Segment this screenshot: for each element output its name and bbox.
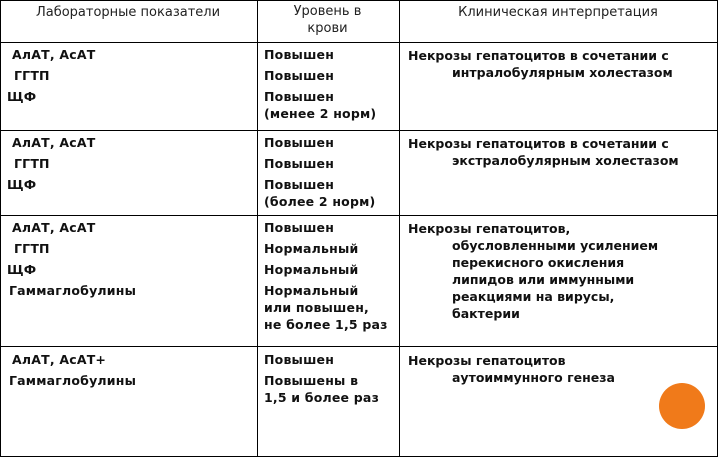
indicator: АлАТ, АсАТ+	[12, 352, 107, 367]
indicator: АлАТ, АсАТ	[12, 47, 96, 62]
header-interpretation: Клиническая интерпретация	[458, 5, 658, 20]
level: Повышен	[264, 135, 335, 150]
column-divider	[257, 1, 258, 456]
header-blood-level-line2: крови	[307, 21, 348, 36]
interpretation-line: аутоиммунного генеза	[452, 370, 615, 385]
row4-interpretation	[408, 352, 615, 386]
interpretation-line: бактерии	[452, 306, 520, 321]
row3-interpretation	[408, 220, 658, 322]
header-blood-level-line1: Уровень в	[293, 4, 362, 19]
level: Повышен	[264, 68, 335, 83]
interpretation-line: Некрозы гепатоцитов в сочетании с	[408, 48, 669, 63]
interpretation-line: перекисного окисления	[452, 255, 625, 270]
level: Нормальный	[264, 241, 359, 256]
interpretation-line: интралобулярным холестазом	[452, 65, 673, 80]
row3-levels	[264, 217, 388, 333]
row-divider	[1, 42, 717, 43]
indicator: АлАТ, АсАТ	[12, 135, 96, 150]
row2-interpretation	[408, 135, 679, 169]
row2-levels	[264, 132, 375, 210]
row2-indicators	[7, 132, 96, 195]
row4-levels	[264, 349, 379, 406]
row1-levels	[264, 44, 376, 122]
orange-circle-decoration	[659, 383, 705, 429]
row-divider	[1, 130, 717, 131]
level: Повышен	[264, 352, 335, 367]
level: Повышен	[264, 156, 335, 171]
level: Повышен	[264, 89, 335, 104]
level: Повышен	[264, 177, 335, 192]
level: не более 1,5 раз	[264, 317, 388, 332]
indicator: ЩФ	[7, 262, 37, 277]
header-blood-level	[257, 3, 398, 37]
indicator: АлАТ, АсАТ	[12, 220, 96, 235]
row-divider	[1, 346, 717, 347]
interpretation-line: Некрозы гепатоцитов,	[408, 221, 571, 236]
level: Повышены в	[264, 373, 359, 388]
level: 1,5 и более раз	[264, 390, 380, 405]
interpretation-line: обусловленными усилением	[452, 238, 659, 253]
indicator: ГГТП	[14, 156, 50, 171]
level: или повышен,	[264, 300, 370, 315]
interpretation-line: Некрозы гепатоцитов в сочетании с	[408, 136, 669, 151]
level: Нормальный	[264, 262, 359, 277]
row1-indicators	[7, 44, 96, 107]
indicator: Гаммаглобулины	[9, 373, 137, 388]
level: (менее 2 норм)	[264, 106, 377, 121]
interpretation-line: липидов или иммунными	[452, 272, 635, 287]
indicator: ГГТП	[14, 68, 50, 83]
column-divider	[399, 1, 400, 456]
indicator: ЩФ	[7, 89, 37, 104]
indicator: ГГТП	[14, 241, 50, 256]
row3-indicators	[7, 217, 137, 301]
interpretation-line: Некрозы гепатоцитов	[408, 353, 566, 368]
indicator: ЩФ	[7, 177, 37, 192]
row4-indicators	[9, 349, 137, 391]
level: Повышен	[264, 220, 335, 235]
header-lab-indicators: Лабораторные показатели	[35, 5, 221, 20]
level: Нормальный	[264, 283, 359, 298]
row-divider	[1, 215, 717, 216]
indicator: Гаммаглобулины	[9, 283, 137, 298]
row1-interpretation	[408, 47, 673, 81]
level: (более 2 норм)	[264, 194, 376, 209]
interpretation-line: реакциями на вирусы,	[452, 289, 615, 304]
level: Повышен	[264, 47, 335, 62]
interpretation-line: экстралобулярным холестазом	[452, 153, 679, 168]
